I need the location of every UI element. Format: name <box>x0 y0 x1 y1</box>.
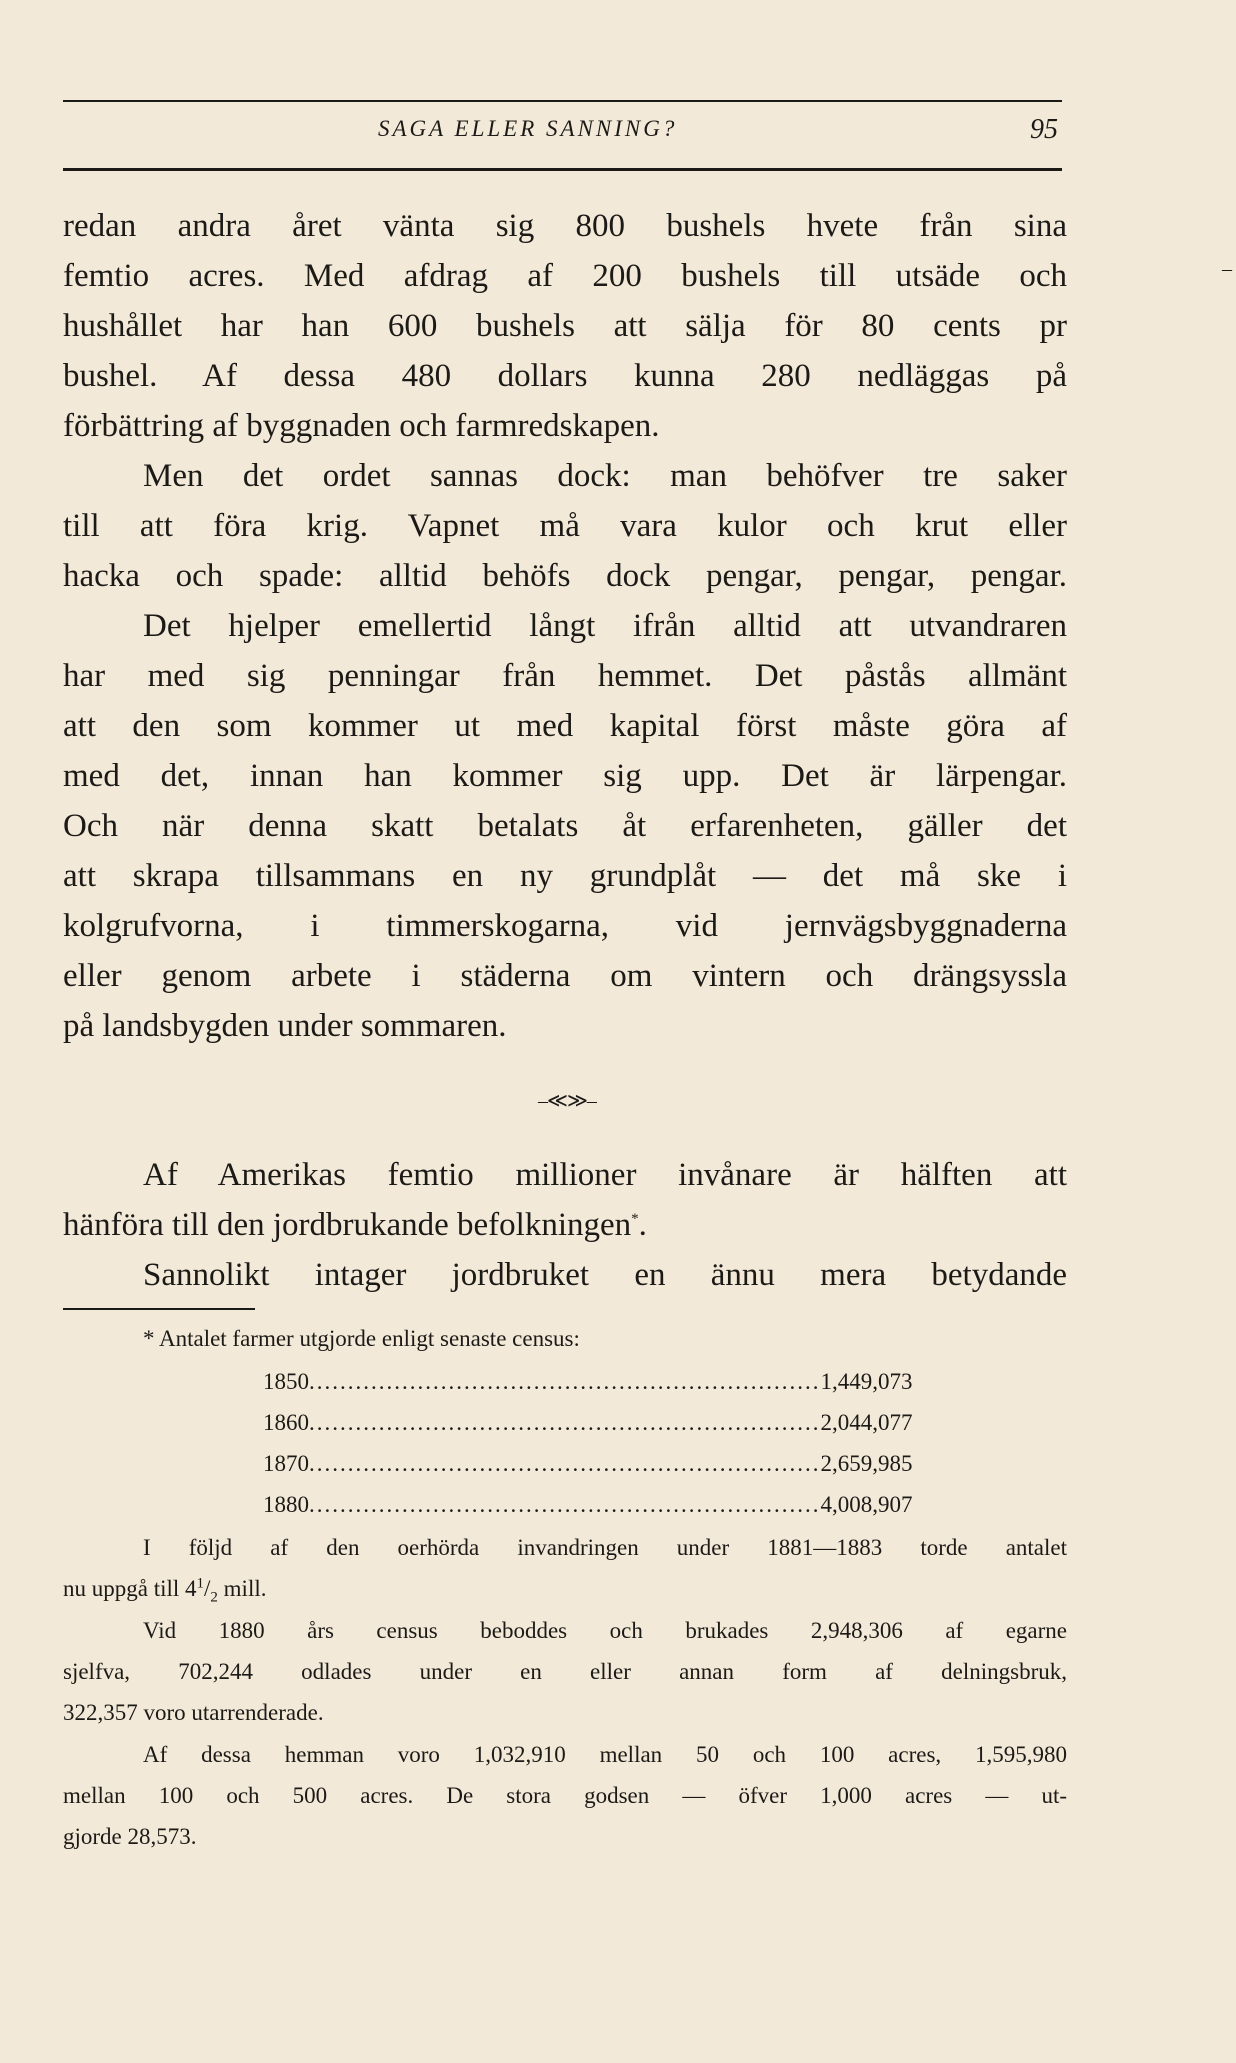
footnote-line: * Antalet farmer utgjorde enligt senaste census: <box>143 1326 580 1351</box>
leader-dots: .................................................................. <box>309 1492 821 1517</box>
text-line: Men det ordet sannas dock: man behöfver tre saker <box>143 458 1067 494</box>
header-rule-top <box>63 100 1062 102</box>
footnote-line: I följd af den oerhörda invandringen under 1881—1883 torde antalet <box>143 1535 1067 1560</box>
text-line: på landsbygden under sommaren. <box>63 1008 507 1044</box>
text-line: att skrapa tillsammans en ny grundplåt — det må ske i <box>63 858 1067 894</box>
text-line: förbättring af byggnaden och farmredskapen. <box>63 408 660 444</box>
census-year: 1870 <box>263 1451 309 1476</box>
footnote-paragraph-1 <box>63 1527 1067 1609</box>
text-line: har med sig penningar från hemmet. Det påstås allmänt <box>63 658 1067 694</box>
census-year: 1880 <box>263 1492 309 1517</box>
leader-dots: .................................................................. <box>309 1451 821 1476</box>
census-value: 1,449,073 <box>820 1369 913 1394</box>
census-table <box>263 1361 913 1525</box>
census-value: 4,008,907 <box>820 1492 913 1517</box>
text-line: Det hjelper emellertid långt ifrån alltid att utvandraren <box>143 608 1067 644</box>
text-line: redan andra året vänta sig 800 bushels hvete från sina <box>63 208 1067 244</box>
footnote-marker[interactable]: * <box>631 1211 639 1227</box>
text-segment: hänföra till den jordbrukande befolkningen <box>63 1207 632 1243</box>
census-row <box>263 1443 913 1484</box>
census-value: 2,659,985 <box>820 1451 913 1476</box>
text-line: hushållet har han 600 bushels att sälja för 80 cents pr <box>63 308 1067 344</box>
paragraph-3 <box>63 1150 1067 1300</box>
census-row <box>263 1402 913 1443</box>
paragraph-2 <box>63 451 1067 1051</box>
text-line <box>63 1200 1067 1250</box>
text-line: eller genom arbete i städerna om vintern och drängsyssla <box>63 958 1067 994</box>
leader-dots: .................................................................. <box>309 1410 821 1435</box>
census-year: 1850 <box>263 1369 309 1394</box>
fraction-slash: / <box>204 1576 211 1601</box>
census-value: 2,044,077 <box>820 1410 913 1435</box>
section-ornament: –≪≫– <box>538 1090 596 1112</box>
census-row <box>263 1484 913 1525</box>
margin-mark: – <box>1222 258 1232 280</box>
footnote-intro <box>63 1318 1067 1359</box>
footnote-line: Af dessa hemman voro 1,032,910 mellan 50 och 100 acres, 1,595,980 <box>143 1742 1067 1767</box>
text-line: Af Amerikas femtio millioner invånare är hälften att <box>143 1157 1067 1193</box>
text-line: bushel. Af dessa 480 dollars kunna 280 nedläggas på <box>63 358 1067 394</box>
text-line: kolgrufvorna, i timmerskogarna, vid jernvägsbyggnaderna <box>63 908 1067 944</box>
leader-dots: .................................................................. <box>309 1369 821 1394</box>
text-line: Och när denna skatt betalats åt erfarenheten, gäller det <box>63 808 1067 844</box>
header-rule-bottom <box>63 168 1062 171</box>
footnote-line: mellan 100 och 500 acres. De stora godsen — öfver 1,000 acres — ut- <box>63 1783 1067 1808</box>
footnote-line: sjelfva, 702,244 odlades under en eller annan form af delningsbruk, <box>63 1659 1067 1684</box>
text-line: att den som kommer ut med kapital först måste göra af <box>63 708 1067 744</box>
text-line: Sannolikt intager jordbruket en ännu mera betydande <box>143 1257 1067 1293</box>
fraction-numerator: 1 <box>196 1575 205 1592</box>
footnote-paragraph-2 <box>63 1610 1067 1733</box>
footnote-line: Vid 1880 års census beboddes och brukades 2,948,306 af egarne <box>143 1618 1067 1643</box>
fraction-denominator: 2 <box>210 1589 218 1606</box>
text-line: till att föra krig. Vapnet må vara kulor och krut eller <box>63 508 1067 544</box>
page-number: 95 <box>1030 114 1058 145</box>
running-header-title: SAGA ELLER SANNING? <box>378 116 678 141</box>
paragraph-1 <box>63 201 1067 451</box>
text-line: med det, innan han kommer sig upp. Det är lärpengar. <box>63 758 1067 794</box>
census-row <box>263 1361 913 1402</box>
text-segment: nu uppgå till 4 <box>63 1576 197 1601</box>
footnote-line: 322,357 voro utarrenderade. <box>63 1700 324 1725</box>
text-line: femtio acres. Med afdrag af 200 bushels till utsäde och <box>63 258 1067 294</box>
census-year: 1860 <box>263 1410 309 1435</box>
footnote-rule <box>63 1308 255 1310</box>
footnote-paragraph-3 <box>63 1734 1067 1857</box>
text-segment: . <box>638 1207 647 1243</box>
text-segment: mill. <box>217 1576 267 1601</box>
footnote-line: gjorde 28,573. <box>63 1824 197 1849</box>
text-line: hacka och spade: alltid behöfs dock pengar, pengar, pengar. <box>63 558 1067 594</box>
footnote-line <box>63 1568 1067 1609</box>
